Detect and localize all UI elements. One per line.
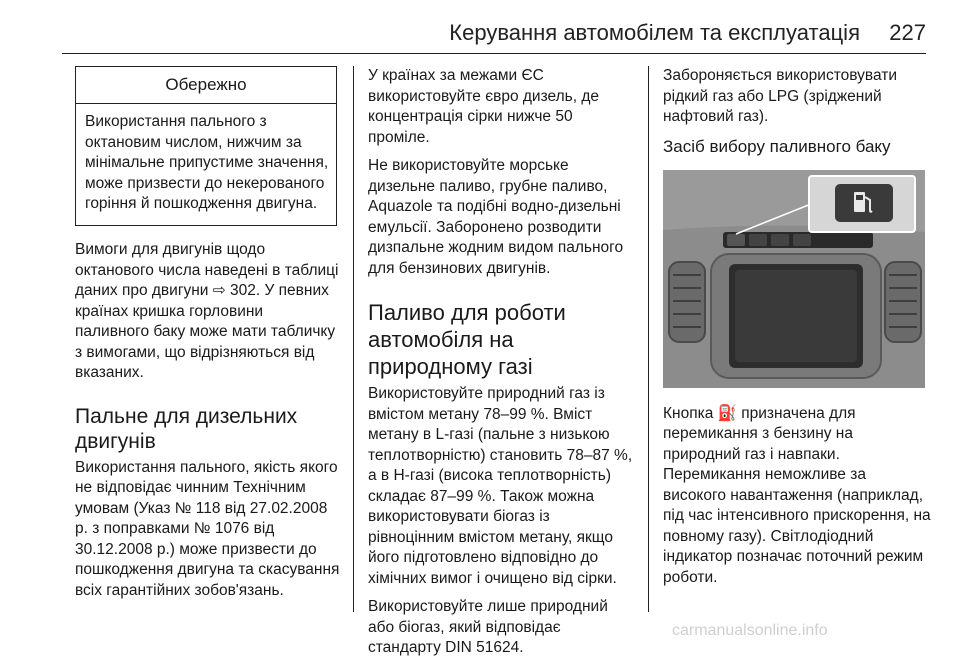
column-right — [663, 66, 931, 596]
din-paragraph: Використовуйте лише природний або біогаз, який відповідає стандарту DIN 51624. — [368, 598, 608, 656]
dashboard-figure — [663, 170, 925, 388]
caution-box — [75, 66, 337, 226]
octane-paragraph: Вимоги для двигунів щодо октанового числа наведені в таблиці даних про двигуни ⇨ 302. У певних країнах кришка горловини паливного баку може мати табличку з вимогами, що відрізняються від вказаних. — [75, 241, 339, 381]
column-divider — [648, 66, 649, 612]
tank-selector-heading: Засіб вибору паливного баку — [663, 136, 891, 156]
dashboard-illustration — [663, 170, 925, 388]
diesel-paragraph: Використання пального, якість якого не відповідає чинним Технічним умовам (Указ № 118 від 27.02.2008 р. з поправками № 1076 від 30.12.2008 р.) може призвести до пошкодження двигуна та скасування всіх гарантійних зобов'язань. — [75, 458, 340, 599]
marine-diesel-paragraph: Не використовуйте морське дизельне паливо, грубне паливо, Aquazole та подібні водно-дизельні емульсії. Заборонено розводити дизпальне жодним видом пального для бензинових двигунів. — [368, 157, 624, 277]
natural-gas-heading: Паливо для роботи автомобіля на природному газі — [368, 300, 566, 379]
eu-diesel-paragraph: У країнах за межами ЄС використовуйте євро дизель, де концентрація сірки нижче 50 проміле. — [368, 67, 600, 146]
methane-paragraph: Використовуйте природний газ із вмістом метану 78–99 %. Вміст метану в L-газі (пальне з низькою теплотворністю) становить 78–87 %, а в H-газі (висока теплотворність) складає 87–99 %. Також можна використовувати біогаз із рівноцінним вмістом метану, якщо його підготовлено відповідно до хімічних вимог і очищено від сірки. — [368, 385, 633, 587]
caution-text: Використання пального з октановим числом, нижчим за мінімальне припустиме значення, може призвести до некерованого горіння й пошкодження двигуна. — [85, 113, 329, 212]
header-rule — [62, 53, 926, 54]
page-number: 227 — [889, 20, 926, 45]
diesel-heading: Пальне для дизельних двигунів — [75, 404, 298, 453]
caution-title: Обережно — [76, 67, 336, 104]
running-header: Керування автомобілем та експлуатація — [449, 20, 860, 45]
lpg-paragraph: Забороняється використовувати рідкий газ або LPG (зріджений нафтовий газ). — [663, 67, 897, 125]
tank-selector-paragraph: Кнопка ⛽ призначена для перемикання з бензину на природний газ і навпаки. Перемикання неможливе за високого навантаження (наприклад, під час інтенсивного прискорення, на повному газу). Світлодіодний індикатор позначає поточний режим роботи. — [663, 404, 931, 586]
watermark: carmanualsonline.info — [672, 622, 828, 639]
column-left — [75, 66, 340, 609]
column-divider — [353, 66, 354, 612]
column-middle — [368, 66, 634, 667]
